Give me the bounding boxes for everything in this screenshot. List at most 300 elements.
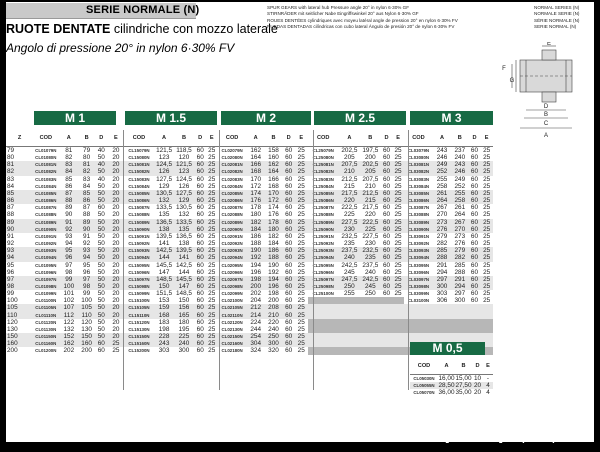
cell-a: 250 [339, 283, 360, 290]
cell-b: 94 [79, 254, 94, 261]
table-row [6, 233, 493, 240]
cell-code: CL25081N [308, 161, 339, 168]
cell-a: 188 [250, 240, 262, 248]
cell-d: 60 [194, 283, 206, 290]
module-header-m15: M 1.5 [125, 111, 217, 125]
cell-empty [339, 326, 360, 333]
cell-e: 25 [206, 161, 218, 168]
cell-a: 205 [344, 154, 355, 162]
cell-d: 50 [94, 312, 109, 319]
cell-e: 25 [295, 190, 308, 197]
cell-a: 267 [436, 204, 448, 212]
cell-z: 120 [7, 318, 18, 326]
cell-b: 237,5 [362, 261, 379, 269]
cell-b: 164 [265, 168, 283, 175]
cell-b: 174 [268, 204, 279, 212]
cell-b: 250 [265, 333, 283, 340]
cell-a: 145,5 [156, 261, 173, 269]
cell-empty [392, 347, 404, 354]
cell-a: 124,5 [156, 161, 173, 169]
cell-b: 240 [268, 325, 279, 333]
cell-empty [360, 347, 381, 354]
cell-d: 60 [196, 290, 204, 298]
cell-d: 60 [285, 318, 293, 326]
table-row [6, 197, 493, 204]
cell-e: 25 [297, 318, 305, 326]
cell-code: CL03092N [407, 241, 430, 247]
column-header-e: E [483, 358, 493, 375]
table-row [6, 226, 493, 233]
cell-code: CL25092N [312, 241, 334, 247]
cell-b: 87 [83, 204, 91, 212]
cell-z: 90 [6, 226, 33, 233]
cell-z: 85 [6, 190, 33, 197]
cell-code: CL15080N [128, 155, 150, 161]
cell-d: 60 [382, 147, 391, 154]
cell-e: 25 [206, 219, 218, 226]
cell-empty [360, 333, 381, 340]
table-row [6, 147, 493, 155]
cell-code: CL02097N [217, 276, 246, 283]
cell-b: 200 [268, 297, 279, 305]
cell-code: CL01085N [35, 190, 57, 196]
cell-a: 142,5 [156, 247, 173, 255]
cell-d: 60 [282, 283, 295, 290]
cell-d: 60 [285, 268, 293, 276]
cell-code: CL25090N [308, 226, 339, 233]
cell-a: 235 [344, 240, 355, 248]
cell-a: 130,5 [156, 189, 173, 197]
cell-e: 25 [297, 297, 305, 305]
cell-code: CL02150N [217, 333, 246, 340]
cell-d: 50 [97, 232, 105, 240]
cell-code: CL25088N [312, 212, 334, 218]
cell-empty [392, 312, 404, 319]
cell-a: 324 [250, 347, 262, 355]
cell-d: 60 [285, 147, 293, 154]
cell-e: 25 [394, 204, 402, 212]
cell-a: 202 [63, 347, 75, 355]
cell-empty [451, 333, 469, 340]
cell-e: 20 [109, 197, 124, 204]
cell-code: CL25084N [312, 183, 334, 189]
cell-a: 148,5 [156, 275, 173, 283]
cell-b: 127,5 [174, 190, 195, 197]
cell-e: 25 [394, 290, 402, 298]
cell-code: CL15084N [128, 183, 150, 189]
cell-b: 249 [454, 175, 466, 183]
cell-empty [469, 333, 481, 340]
cell-a: 306 [436, 297, 448, 305]
cell-e: 25 [394, 182, 402, 190]
cell-empty [339, 304, 360, 311]
table-row [6, 276, 493, 283]
cell-e: 25 [208, 347, 216, 355]
cell-code: CL01105N [33, 304, 58, 311]
cell-d: 60 [194, 254, 206, 261]
cell-b: 279 [451, 247, 469, 254]
module-header-m1: M 1 [34, 111, 116, 125]
cell-d: 60 [194, 161, 206, 168]
cell-d: 60 [282, 226, 295, 233]
cell-a: 243 [436, 147, 448, 154]
cell-a: 138 [155, 226, 174, 233]
cell-e: 25 [392, 219, 404, 226]
cell-b: 188 [265, 254, 283, 261]
module-header-m2: M 2 [221, 111, 311, 125]
table-row [6, 269, 493, 276]
multilang-series-line: SÉRIE NORMALE (N) [534, 17, 580, 23]
cell-b: 196 [265, 283, 283, 290]
cell-d: 40 [97, 147, 105, 154]
cell-a: 222,5 [341, 204, 358, 212]
serie-banner [6, 3, 200, 19]
cell-a: 126 [155, 168, 174, 175]
cell-d: 50 [97, 290, 105, 298]
source-watermark: [1229x886]http://upic.me/ [444, 434, 595, 445]
cell-code: CL02110N [217, 312, 246, 319]
cell-b: 200 [364, 154, 376, 162]
cell-code: CL15120N [128, 319, 150, 325]
cell-e: 4 [486, 389, 490, 397]
cell-z: 200 [7, 347, 18, 355]
multilang-series-line: NORMAL SERIES (N) [534, 5, 580, 10]
cell-code: CL15083N [128, 176, 150, 182]
cell-a: 252 [433, 168, 451, 175]
cell-d: 60 [470, 154, 479, 162]
cell-a: 36,00 [438, 389, 455, 397]
cell-b: 121,5 [174, 161, 195, 168]
cell-code: CL02085N [217, 190, 246, 197]
cell-z: 82 [6, 168, 33, 175]
cell-e: 25 [206, 197, 218, 204]
cell-a: 224 [250, 318, 262, 326]
cell-code: CL03094N [404, 254, 433, 261]
cell-e: 25 [208, 175, 216, 183]
cell-code: CL01130N [35, 326, 57, 332]
cell-a: 196 [250, 268, 262, 276]
cell-a: 244 [250, 325, 262, 333]
cell-code: CL01088N [35, 212, 57, 218]
cell-e: 25 [295, 340, 308, 347]
cell-d: 50 [94, 219, 109, 226]
cell-d: 60 [469, 219, 481, 226]
cell-e: - [486, 375, 490, 382]
cell-d: 60 [285, 347, 293, 355]
module-header-m05: M 0,5 [410, 342, 485, 355]
cell-empty [392, 297, 404, 304]
cell-empty [381, 319, 393, 326]
cell-a: 122 [63, 318, 75, 326]
cell-b: 300 [454, 297, 466, 305]
cell-code: CL01091N [35, 233, 57, 239]
cell-code: CL03099N [407, 291, 430, 297]
cell-code: CL03089N [404, 219, 433, 226]
cell-a: 225 [344, 211, 355, 219]
cell-a: 247,5 [339, 276, 360, 283]
cell-d: 60 [196, 175, 204, 183]
table-row [6, 297, 493, 304]
cell-code: CL03080N [407, 155, 430, 161]
cell-e: 25 [483, 297, 491, 305]
cell-d: 40 [94, 161, 109, 168]
cell-d: 60 [470, 175, 479, 183]
cell-a: 162 [250, 147, 262, 154]
cell-d: 60 [196, 347, 204, 355]
cell-b: 198 [268, 290, 279, 298]
cell-b: 267 [451, 219, 469, 226]
cell-e: 20 [112, 182, 120, 190]
cell-b: 86 [79, 197, 94, 204]
cell-a: 220 [339, 197, 360, 204]
cell-e: 20 [109, 190, 124, 197]
cell-e: 25 [206, 247, 218, 254]
cell-a: 90 [65, 211, 73, 219]
cell-b: 261 [454, 204, 466, 212]
cell-a: 186 [250, 232, 262, 240]
cell-e: 25 [208, 268, 216, 276]
cell-b: 205 [360, 168, 381, 175]
cell-b: 97 [79, 276, 94, 283]
cell-d: 60 [381, 254, 393, 261]
cell-b: 83 [83, 175, 91, 183]
cell-e: 25 [295, 219, 308, 226]
cell-e: 25 [208, 325, 216, 333]
cell-a: 227,5 [339, 219, 360, 226]
cell-code: CL02120N [221, 319, 243, 325]
cell-a: 282 [436, 240, 448, 248]
cell-z: 91 [7, 232, 15, 240]
cell-code: CL03086N [404, 197, 433, 204]
cell-code: CL02093N [217, 247, 246, 254]
cell-code: CL15088N [128, 212, 150, 218]
cell-code: CL02095N [221, 262, 243, 268]
cell-d: 60 [282, 247, 295, 254]
cell-code: CL03079N [407, 148, 430, 153]
cell-a: 166 [247, 161, 265, 168]
cell-code: CL25096N [312, 269, 334, 275]
cell-empty [360, 319, 381, 326]
cell-a: 93 [65, 232, 73, 240]
cell-d: 60 [194, 340, 206, 347]
cell-a: 294 [436, 268, 448, 276]
cell-b: 258 [451, 197, 469, 204]
cell-a: 303 [436, 290, 448, 298]
cell-code: CL02079N [221, 148, 243, 153]
cell-e: 20 [112, 318, 120, 326]
cell-d: 60 [381, 197, 393, 204]
cell-z: 105 [6, 304, 33, 311]
cell-empty [339, 319, 360, 326]
page-subtitle: Angolo di pressione 20° in nylon 6·30% FV [6, 41, 235, 55]
cell-b: 235 [360, 254, 381, 261]
cell-b: 139,5 [174, 247, 195, 254]
cell-code: CL02094N [217, 254, 246, 261]
cell-empty [451, 312, 469, 319]
cell-e: 25 [297, 182, 305, 190]
cell-b: 195 [178, 325, 190, 333]
cell-d: 60 [196, 325, 204, 333]
table-row [6, 319, 493, 326]
cell-e: 25 [109, 340, 124, 347]
cell-a: 144 [155, 254, 174, 261]
column-header-a: A [155, 130, 174, 147]
cell-d: 60 [381, 190, 393, 197]
cell-b: 168 [268, 182, 279, 190]
cell-d: 60 [470, 147, 479, 154]
cell-z: 97 [6, 276, 33, 283]
cell-a: 304 [247, 340, 265, 347]
cell-e: 25 [206, 340, 218, 347]
cell-b: 215 [360, 197, 381, 204]
cell-d: 60 [194, 219, 206, 226]
cell-d: 50 [97, 297, 105, 305]
cell-e: 25 [206, 254, 218, 261]
cell-e: 20 [112, 325, 120, 333]
cell-code: CL01083N [35, 176, 57, 182]
cell-a: 136,5 [156, 218, 173, 226]
cell-a: 162 [58, 340, 79, 347]
cell-b: 240 [174, 340, 195, 347]
cell-code: CL02100N [221, 298, 243, 304]
cell-a: 291 [436, 261, 448, 269]
cell-e: 20 [112, 204, 120, 212]
cell-e: 25 [483, 211, 491, 219]
cell-code: CL25100N [312, 291, 334, 297]
cell-code: CL05030N [413, 376, 435, 381]
cell-d: 60 [469, 283, 481, 290]
cell-code: CL15098N [123, 283, 154, 290]
column-header-a: A [433, 130, 451, 147]
cell-b: 202,5 [360, 161, 381, 168]
cell-d: 60 [196, 147, 204, 154]
cell-d: 50 [94, 190, 109, 197]
cell-b: 180 [265, 226, 283, 233]
cell-code: CL03095N [407, 262, 430, 268]
cell-d: 60 [194, 168, 206, 175]
cell-a: 249 [433, 161, 451, 168]
cell-a: 178 [250, 204, 262, 212]
cell-b: 200 [81, 347, 92, 355]
table-row [6, 161, 493, 168]
cell-d: 60 [382, 261, 391, 269]
gear-table [6, 130, 493, 355]
cell-a: 198 [247, 276, 265, 283]
cell-b: 105 [81, 304, 92, 312]
cell-empty [433, 333, 451, 340]
table-row [6, 211, 493, 218]
cell-d: 60 [382, 175, 391, 183]
cell-a: 170 [250, 175, 262, 183]
cell-d: 50 [97, 325, 105, 333]
cell-b: 212,5 [360, 190, 381, 197]
cell-e: 25 [206, 226, 218, 233]
table-row [6, 326, 493, 333]
cell-a: 264 [433, 197, 451, 204]
cell-code: CL02096N [221, 269, 243, 275]
cell-d: 60 [382, 290, 391, 298]
cell-a: 261 [433, 190, 451, 197]
cell-d: 50 [97, 211, 105, 219]
cell-a: 28,50 [438, 382, 455, 390]
cell-e: 25 [480, 226, 493, 233]
cell-e: 20 [109, 304, 124, 311]
cell-e: 25 [297, 175, 305, 183]
cell-code: CL03081N [404, 161, 433, 168]
multilang-line: RUEDAS DENTADAS cilíndricas con cubo lateral Ángulo de presión 20° de nylon 6·30% FV [267, 23, 455, 29]
cell-e: 20 [112, 297, 120, 305]
cell-b: 148,5 [175, 290, 192, 298]
cell-e: 25 [483, 261, 491, 269]
cell-z: 86 [6, 197, 33, 204]
cell-a: 16,00 [438, 375, 455, 382]
cell-a: 123 [158, 154, 170, 162]
cell-code: CL01095N [35, 262, 57, 268]
cell-e: 25 [206, 190, 218, 197]
cell-d: 60 [97, 347, 105, 355]
cell-e: 25 [394, 268, 402, 276]
module-header-m25: M 2.5 [314, 111, 406, 125]
cell-empty [381, 333, 393, 340]
cell-z: 100 [7, 297, 18, 305]
cell-a: 217,5 [339, 190, 360, 197]
cell-empty [469, 304, 481, 311]
cell-z: 130 [7, 325, 18, 333]
cell-empty [480, 312, 493, 319]
cell-a: 276 [433, 226, 451, 233]
cell-b: 192 [268, 268, 279, 276]
cell-b: 165 [174, 312, 195, 319]
cell-code: CL03097N [404, 276, 433, 283]
cell-d: 60 [285, 325, 293, 333]
cell-d: 60 [381, 161, 393, 168]
cell-e: 20 [109, 254, 124, 261]
column-header-cod: COD [33, 130, 58, 147]
table-row [6, 168, 493, 175]
column-header-b: B [174, 130, 195, 147]
cell-b: 91 [83, 232, 91, 240]
cell-b: 176 [268, 211, 279, 219]
cell-b: 130,5 [175, 204, 192, 212]
cell-d: 60 [282, 168, 295, 175]
cell-e: 25 [206, 283, 218, 290]
cell-a: 147 [158, 268, 170, 276]
cell-empty [433, 312, 451, 319]
table-row [6, 247, 493, 254]
cell-e: 25 [392, 197, 404, 204]
cell-d: 50 [97, 154, 105, 162]
cell-d: 50 [97, 240, 105, 248]
cell-a: 180 [250, 211, 262, 219]
cell-code: CL25085N [308, 190, 339, 197]
column-divider [408, 130, 409, 390]
cell-b: 141 [174, 254, 195, 261]
cell-e: 25 [392, 254, 404, 261]
cell-e: 25 [208, 204, 216, 212]
column-header-b: B [455, 358, 472, 375]
cell-b: 136,5 [175, 232, 192, 240]
cell-a: 183 [158, 318, 170, 326]
cell-b: 35,00 [455, 389, 472, 397]
cell-d: 60 [196, 240, 204, 248]
cell-code: CL02081N [217, 161, 246, 168]
cell-a: 285 [433, 247, 451, 254]
cell-b: 160 [268, 154, 279, 162]
cell-d: 60 [469, 226, 481, 233]
cell-empty [381, 297, 393, 304]
cell-empty [469, 312, 481, 319]
cell-d: 60 [282, 197, 295, 204]
